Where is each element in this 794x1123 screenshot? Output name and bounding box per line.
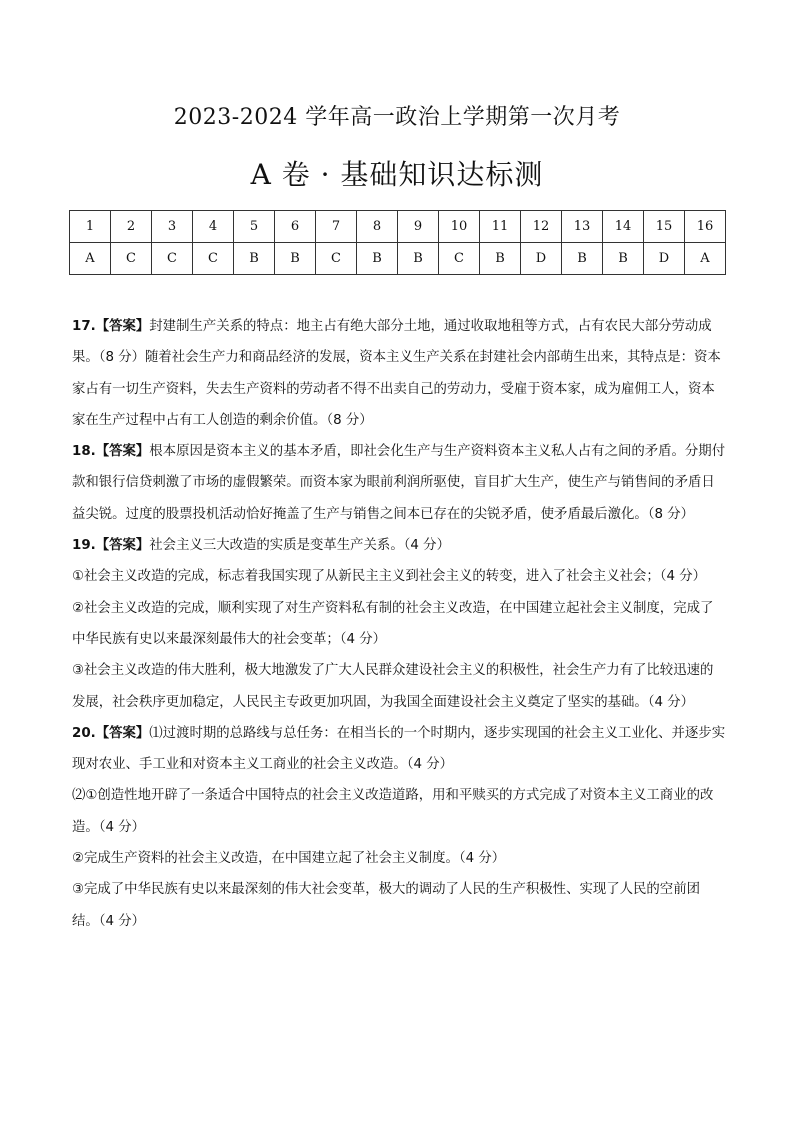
answer-cell: C [152,243,193,275]
answer-cell: B [603,243,644,275]
question-number: 8 [357,211,398,243]
q19-paragraph [72,530,726,561]
question-number: 4 [193,211,234,243]
answer-cell: B [562,243,603,275]
question-number: 15 [644,211,685,243]
q17-label: 17.【答案】 [72,319,150,334]
q17-paragraph [72,311,726,436]
q18-text: 根本原因是资本主义的基本矛盾，即社会化生产与生产资料资本主义私人占有之间的矛盾。分期付款和银行信贷刺激了市场的虚假繁荣。而资本家为眼前利润所驱使，盲目扩大生产，使生产与销售间的矛盾日益尖锐。过度的股票投机活动恰好掩盖了生产与销售之间本已存在的尖锐矛盾，使矛盾最后激化。（8 分） [72,444,726,522]
q20-point: ③完成了中华民族有史以来最深刻的伟大社会变革，极大的调动了人民的生产积极性、实现了人民的空前团结。（4 分） [72,882,700,929]
question-number: 9 [398,211,439,243]
answer-cell: A [685,243,726,275]
q19-label: 19.【答案】 [72,538,150,554]
q18-paragraph [72,436,726,530]
question-number: 6 [275,211,316,243]
answer-cell: A [70,243,111,275]
answer-cell: B [357,243,398,275]
question-number: 1 [70,211,111,243]
question-number: 11 [480,211,521,243]
question-number: 3 [152,211,193,243]
answer-body [72,311,726,937]
answer-cell: D [521,243,562,275]
answer-table [69,210,726,275]
q20-part1: ⑴过渡时期的总路线与总任务：在相当长的一个时期内，逐步实现国的社会主义工业化、并逐步实现对农业、手工业和对资本主义工商业的社会主义改造。（4 分） [72,725,726,773]
answer-cell: B [234,243,275,275]
answer-cell: B [480,243,521,275]
question-number: 16 [685,211,726,243]
question-number: 7 [316,211,357,243]
question-number: 12 [521,211,562,243]
question-number: 2 [111,211,152,243]
q17-text: 封建制生产关系的特点：地主占有绝大部分土地，通过收取地租等方式，占有农民大部分劳动成果。（8 分）随着社会生产力和商品经济的发展，资本主义生产关系在封建社会内部萌生出来，其特点是：资本家占有一切生产资料，失去生产资料的劳动者不得不出卖自己的劳动力，受雇于资本家，成为雇佣工人，资本家在生产过程中占有工人创造的剩余价值。（8 分） [72,319,721,428]
q20-point: ②完成生产资料的社会主义改造，在中国建立起了社会主义制度。（4 分） [72,851,506,867]
answer-cell: C [193,243,234,275]
q20-label: 20.【答案】 [72,725,150,741]
page-title: 2023-2024 学年高一政治上学期第一次月考 [173,105,621,130]
q19-point: ②社会主义改造的完成，顺利实现了对生产资料私有制的社会主义改造，在中国建立起社会主义制度，完成了中华民族有史以来最深刻最伟大的社会变革；（4 分） [72,600,714,647]
answer-cell: C [316,243,357,275]
answer-table-number-row [70,211,726,243]
q19-intro: 社会主义三大改造的实质是变革生产关系。（4 分） [149,538,450,554]
question-number: 13 [562,211,603,243]
q18-label: 18.【答案】 [72,444,150,460]
page-subtitle: A 卷 · 基础知识达标测 [250,158,544,191]
answer-cell: D [644,243,685,275]
q20-paragraph [72,718,726,781]
q20-point: ⑵①创造性地开辟了一条适合中国特点的社会主义改造道路，用和平赎买的方式完成了对资本主义工商业的改造。（4 分） [72,788,714,835]
answer-cell: C [111,243,152,275]
answer-cell: B [398,243,439,275]
question-number: 14 [603,211,644,243]
question-number: 5 [234,211,275,243]
question-number: 10 [439,211,480,243]
answer-cell: B [275,243,316,275]
q19-point: ③社会主义改造的伟大胜利，极大地激发了广大人民群众建设社会主义的积极性，社会生产力有了比较迅速的发展，社会秩序更加稳定，人民民主专政更加巩固，为我国全面建设社会主义奠定了坚实的基础。（4 分） [72,663,714,710]
q19-point: ①社会主义改造的完成，标志着我国实现了从新民主主义到社会主义的转变，进入了社会主义社会；（4 分） [72,569,707,585]
answer-cell: C [439,243,480,275]
answer-table-answer-row [70,243,726,275]
